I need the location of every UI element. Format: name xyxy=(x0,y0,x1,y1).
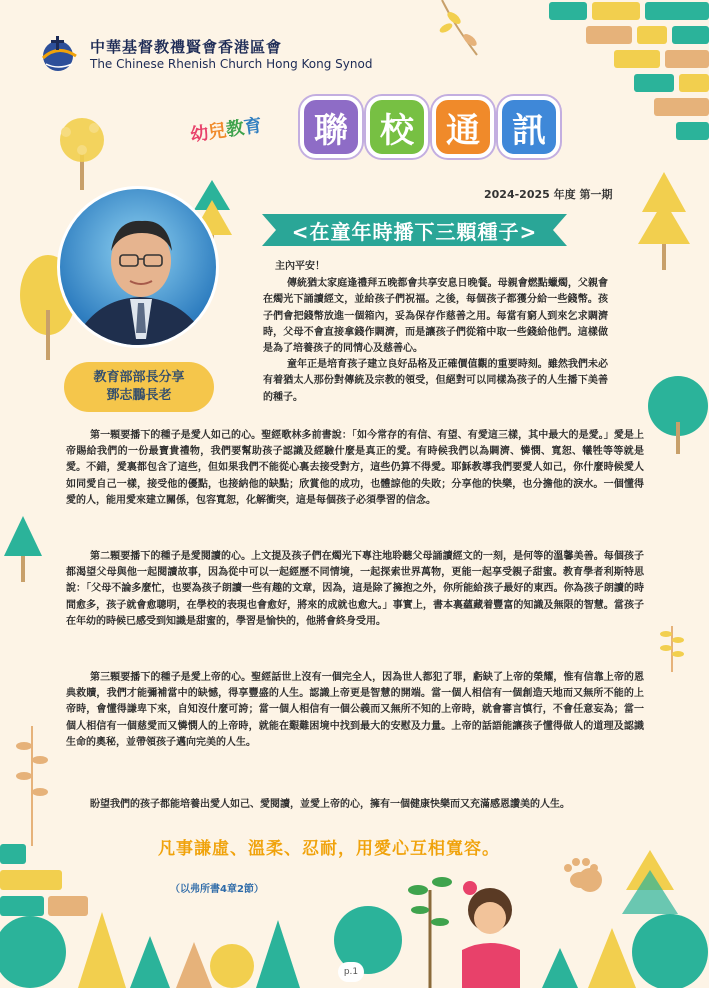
org-name-en: The Chinese Rhenish Church Hong Kong Synod xyxy=(90,57,373,71)
kindergarten-education-label xyxy=(189,111,264,147)
article-title: <在童年時播下三顆種子> xyxy=(291,219,538,244)
small-tree-icon xyxy=(4,516,42,586)
issue-label: 2024-2025 年度 第一期 xyxy=(484,188,613,201)
paragraph-closing: 盼望我們的孩子都能培養出愛人如己、愛閱讀，並愛上帝的心，擁有一個健康快樂而又充滿感恩讚美的人生。 xyxy=(90,799,570,810)
caption-name: 鄧志鵬長老 xyxy=(106,388,172,403)
feather-leaf-icon xyxy=(14,726,50,846)
green-tree-icon xyxy=(644,374,708,454)
tree-icon xyxy=(38,110,128,190)
paragraph-seed-2: 第二顆要播下的種子是愛閱讀的心。上文提及孩子們在燭光下專注地聆聽父母誦讀經文的一刻，是何等的溫馨美善。每個孩子都渴望父母與他一起閱讀故事，因為從中可以一起經歷不同情境，一起探索世界萬物，更能一起享受親子甜蜜。教育學者利斯特思說：「父母不論多麼忙，也要為孩子朗讀一些有趣的文章，因為，這是除了擁抱之外，你所能給孩子最好的東西。你為孩子朗讀的時間愈多，孩子就會愈聰明，在學校的表現也會愈好，將來的成就也愈大。」事實上，書本裏蘊藏着豐富的知識及無限的智慧。當孩子在年幼的時候已感受到知識是甜蜜的，學習是愉快的，他將會終身受用。 xyxy=(66,551,644,627)
intro-paragraph: 傳統猶太家庭逢禮拜五晚都會共享安息日晚餐。母親會燃點蠟燭，父親會在燭光下誦讀經文，並給孩子們祝福。之後，每個孩子都獲分給一些錢幣。孩子們會把錢幣放進一個箱內，妥為保存作慈善之用。每當有窮人到來乞求賙濟時，父母不會直接拿錢作賙濟，而是讓孩子們從箱中取一些錢給他們。這樣做是為了培養孩子的同情心及慈善心。 xyxy=(263,278,608,355)
kid-edu-char-1: 幼 xyxy=(189,122,210,146)
paragraph-seed-3: 第三顆要播下的種子是愛上帝的心。聖經話世上沒有一個完全人，因為世人都犯了罪，虧缺了上帝的榮耀，惟有信靠上帝的恩典救贖，我們才能彌補當中的缺憾，得享豐盛的人生。認識上帝更是智慧的開端。當一個人相信有一個創造天地而又無所不能的上帝時，會懂得謙卑下來，自知沒什麼可誇；當一個人相信有一個公義而又無所不知的上帝時，就會審言慎行，不會任意妄為；當一個人相信有一個慈愛而又憐憫人的上帝時，就能在艱難困境中找到最大的安慰及力量。上帝的話語能讓孩子懂得做人的道理及認識生命的奧秘，並帶領孩子邁向完美的人生。 xyxy=(66,672,644,748)
paragraph-seed-1: 第一顆要播下的種子是愛人如己的心。聖經歌林多前書說：「如今常存的有信、有望、有愛這三樣，其中最大的是愛。」愛是上帝賜給我們的一份最寶貴禮物，我們要幫助孩子認識及經驗什麼是真正的愛。有時候我們以為賙濟、憐憫、寬恕、犧牲等等就是愛。不錯，愛裏都包含了這些，但如果我們不能從心裏去接受對方，這些仍算不得愛。耶穌教導我們要愛人如己，你什麼時候愛人如同愛自己一樣，接受他的優點，也接納他的缺點；欣賞他的成功，也體諒他的失敗；分享他的快樂，也分擔他的淚水。一個懂得愛的人，能用愛來建立關係，包容寬恕，化解衝突，這是每個孩子必須學習的信念。 xyxy=(66,430,644,506)
newsletter-title xyxy=(300,96,560,162)
title-tile-1: 聯 xyxy=(300,96,362,158)
kid-edu-char-4: 育 xyxy=(242,115,264,139)
leaf-sprig-icon xyxy=(652,618,692,672)
scripture-reference: （以弗所書4章2節） xyxy=(170,884,264,895)
title-tile-2: 校 xyxy=(366,96,428,158)
article-intro xyxy=(263,259,608,406)
kid-edu-char-3: 教 xyxy=(224,117,246,141)
greeting: 主內平安！ xyxy=(275,261,325,272)
title-tile-4: 訊 xyxy=(498,96,560,158)
portrait-caption xyxy=(64,362,214,412)
org-name-cn: 中華基督教禮賢會香港區會 xyxy=(90,38,283,56)
paw-icon xyxy=(560,856,600,892)
page-number: p.1 xyxy=(338,962,364,982)
scripture-motto: 凡事謙虛、溫柔、忍耐，用愛心互相寬容。 xyxy=(158,839,500,859)
title-tile-3: 通 xyxy=(432,96,494,158)
church-logo-icon xyxy=(36,34,80,74)
intro-paragraph-2: 童年正是培育孩子建立良好品格及正確價值觀的重要時刻。雖然我們未必有着猶太人那份對傳統及宗教的領受，但絕對可以同樣為孩子的人生播下美善的種子。 xyxy=(263,359,608,403)
pine-tree-icon xyxy=(636,172,692,272)
author-portrait xyxy=(57,186,219,348)
caption-role: 教育部部長分享 xyxy=(93,370,185,385)
leaf-branch-icon xyxy=(432,0,492,60)
kid-edu-char-2: 兒 xyxy=(206,120,228,144)
